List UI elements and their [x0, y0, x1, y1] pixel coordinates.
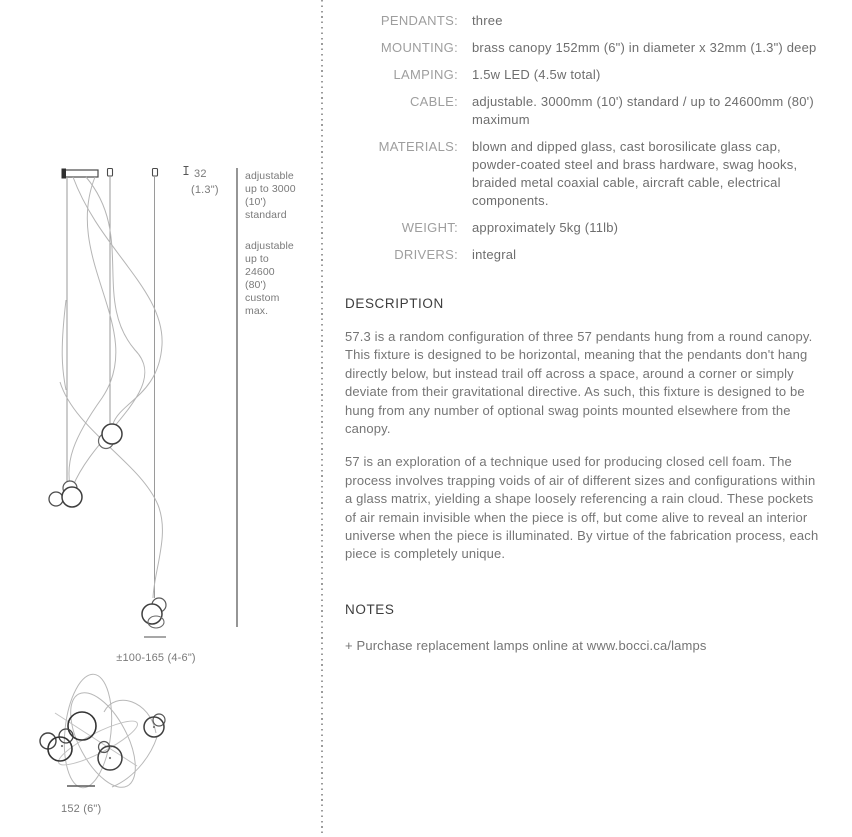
svg-text:custom: custom: [245, 292, 280, 304]
svg-text:adjustable: adjustable: [245, 240, 294, 252]
spread-dim-label: ±100-165 (4-6"): [116, 652, 196, 664]
spec-value: brass canopy 152mm (6") in diameter x 32mm (1.3") deep: [472, 40, 817, 55]
plan-pendants: [40, 712, 165, 770]
spec-label: CABLE:: [409, 94, 458, 109]
spec-row-lamping: [345, 66, 824, 84]
svg-text:adjustable: adjustable: [245, 170, 294, 182]
spec-value: three: [472, 13, 503, 28]
spec-row-drivers: [345, 246, 824, 264]
plan-cable-loops: [54, 672, 157, 797]
spec-value: blown and dipped glass, cast borosilicate glass cap, powder-coated steel and brass hardware, swag hooks, braided metal coaxial cable, aircraft cable, electrical components.: [472, 139, 798, 208]
depth-dim-unit: (1.3"): [191, 184, 219, 196]
note-item: + Purchase replacement lamps online at www.bocci.ca/lamps: [345, 637, 707, 653]
svg-text:(10'): (10'): [245, 196, 267, 208]
notes-heading: NOTES: [345, 601, 395, 617]
pendant-bottom: [142, 598, 166, 628]
spec-row-pendants: [345, 12, 824, 30]
spec-label: DRIVERS:: [394, 247, 458, 262]
spec-value: 1.5w LED (4.5w total): [472, 67, 601, 82]
canopy-depth-dimension: [184, 167, 219, 197]
drop-length-note: [237, 168, 296, 627]
description-paragraph: 57 is an exploration of a technique used for producing closed cell foam. The process involves trapping voids of air of different sizes and configurations within a glass matrix, yielding a shape loosely referencing a rain cloud. These pockets of air remain invisible when the piece is off, but come alive to reveal an interior universe when the piece is illuminated. By virtue of the fabrication process, each piece is completely unique.: [345, 454, 819, 562]
depth-dim-value: 32: [194, 168, 207, 180]
canopy-diameter-dimension: [61, 786, 101, 815]
spec-row-weight: [345, 219, 824, 237]
spec-row-cable: [345, 93, 824, 129]
swag-hook-icon: [108, 169, 113, 177]
canopy-dim-label: 152 (6"): [61, 803, 102, 815]
pendant-spread-dimension: [116, 637, 196, 664]
svg-text:(80'): (80'): [245, 279, 267, 291]
spec-value: approximately 5kg (11lb): [472, 220, 619, 235]
spec-value: adjustable. 3000mm (10') standard / up to 24600mm (80') maximum: [472, 94, 814, 127]
spec-label: MATERIALS:: [378, 139, 458, 154]
spec-label: MOUNTING:: [380, 40, 458, 55]
svg-text:24600: 24600: [245, 266, 275, 278]
spec-value: integral: [472, 247, 517, 262]
spec-column: [345, 12, 824, 655]
svg-text:up to 3000: up to 3000: [245, 183, 296, 195]
pendant-left: [49, 481, 82, 507]
fixture-diagram: [0, 0, 330, 837]
svg-text:max.: max.: [245, 305, 269, 317]
pendant-middle: [99, 424, 123, 449]
svg-text:up to: up to: [245, 253, 269, 265]
elevation-view: [49, 167, 296, 665]
description-paragraph: 57.3 is a random configuration of three 57 pendants hung from a round canopy. This fixture is designed to be horizontal, meaning that the pendants don't hang directly below, but instead trail off across a space, around a corner or simply deviate from their gravitational directive. As such, this fixture is designed to be hung from any number of optional swag points mounted elsewhere from the canopy.: [345, 329, 813, 437]
description-heading: DESCRIPTION: [345, 296, 444, 311]
swag-hook-icon: [153, 169, 158, 177]
svg-text:standard: standard: [245, 209, 287, 221]
spec-label: LAMPING:: [393, 67, 458, 82]
coaxial-cables: [60, 177, 162, 598]
spec-row-materials: [345, 138, 824, 210]
spec-label: WEIGHT:: [401, 220, 458, 235]
spec-label: PENDANTS:: [380, 13, 458, 28]
plan-view: [40, 672, 165, 815]
spec-row-mounting: [345, 39, 824, 57]
